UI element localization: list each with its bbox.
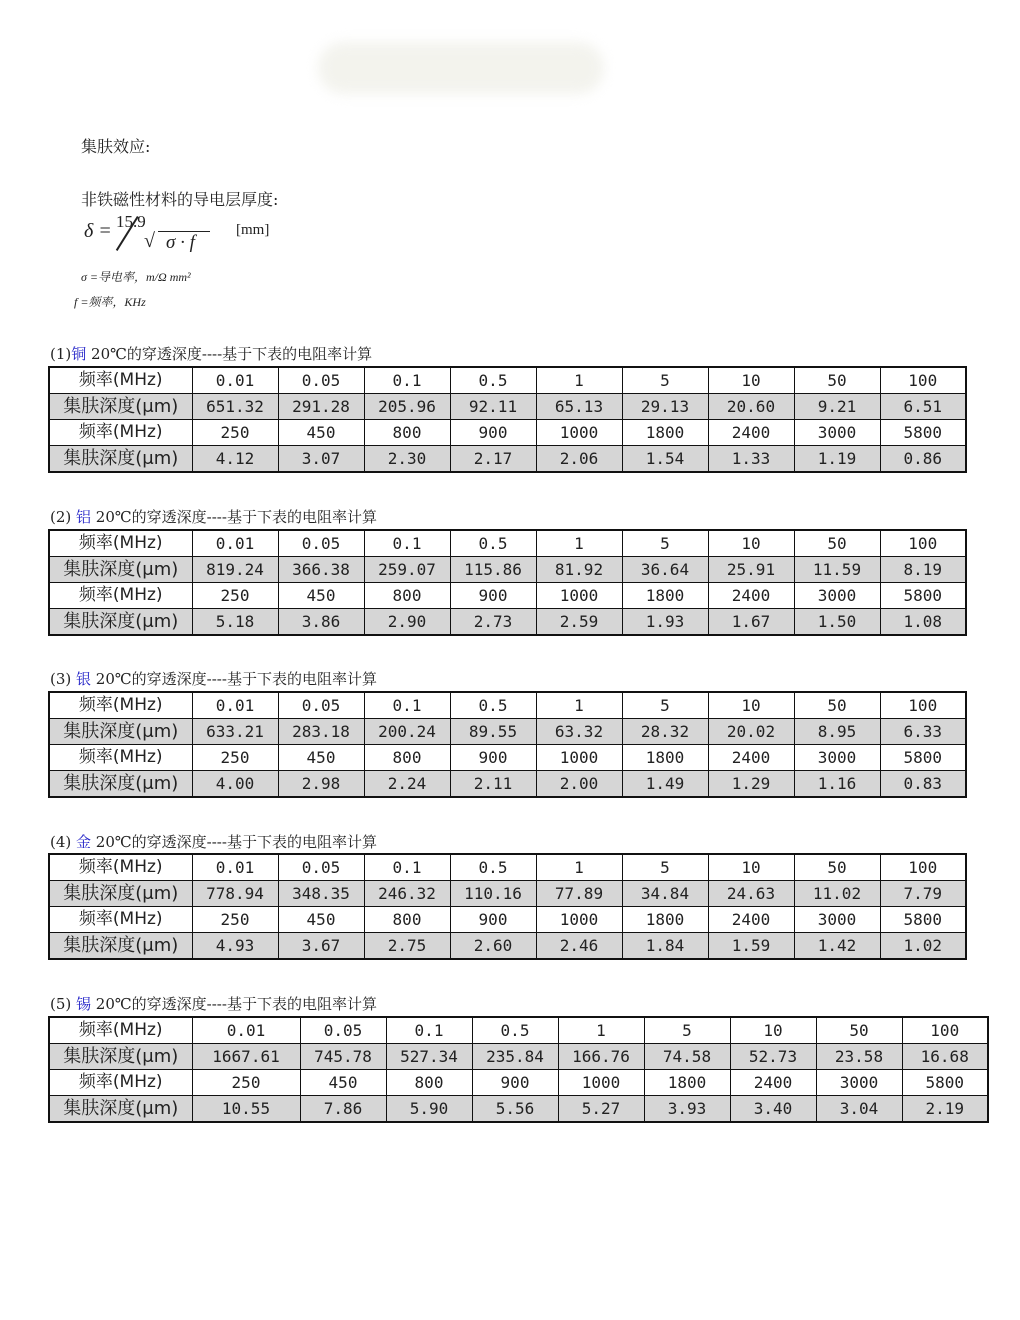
section-title	[50, 831, 377, 852]
frequency-cell: 2400	[708, 583, 794, 609]
skin-depth-cell: 1.59	[708, 933, 794, 960]
skin-depth-label: 集肤深度(μm)	[49, 609, 192, 636]
frequency-cell: 0.05	[278, 692, 364, 719]
frequency-cell: 0.01	[192, 1017, 300, 1044]
frequency-cell: 1000	[536, 420, 622, 446]
skin-depth-cell: 8.95	[794, 719, 880, 745]
frequency-cell: 1000	[536, 907, 622, 933]
skin-depth-cell: 246.32	[364, 881, 450, 907]
skin-depth-cell: 205.96	[364, 394, 450, 420]
frequency-cell: 900	[450, 583, 536, 609]
skin-depth-cell: 2.98	[278, 771, 364, 798]
formula-radical: √	[144, 230, 155, 252]
frequency-cell: 10	[708, 530, 794, 557]
frequency-cell: 100	[880, 367, 966, 394]
frequency-cell: 250	[192, 583, 278, 609]
frequency-cell: 250	[192, 420, 278, 446]
skin-depth-cell: 2.90	[364, 609, 450, 636]
skin-depth-label: 集肤深度(μm)	[49, 1044, 192, 1070]
frequency-label: 频率(MHz)	[49, 1017, 192, 1044]
skin-depth-label: 集肤深度(μm)	[49, 719, 192, 745]
skin-depth-row	[49, 394, 966, 420]
frequency-cell: 450	[300, 1070, 386, 1096]
skin-depth-cell: 1.49	[622, 771, 708, 798]
frequency-cell: 5800	[880, 745, 966, 771]
section-material: 锡	[76, 995, 92, 1013]
section-number: (3)	[50, 670, 77, 688]
skin-depth-cell: 34.84	[622, 881, 708, 907]
section-caption: 20℃的穿透深度----基于下表的电阻率计算	[91, 508, 377, 526]
skin-depth-cell: 36.64	[622, 557, 708, 583]
frequency-cell: 0.05	[278, 530, 364, 557]
frequency-cell: 0.05	[300, 1017, 386, 1044]
section-title	[50, 506, 377, 527]
section-number: (4)	[50, 833, 77, 851]
frequency-cell: 450	[278, 907, 364, 933]
skin-depth-cell: 74.58	[644, 1044, 730, 1070]
frequency-label: 频率(MHz)	[49, 907, 192, 933]
section-caption: 20℃的穿透深度----基于下表的电阻率计算	[91, 995, 377, 1013]
frequency-cell: 3000	[794, 583, 880, 609]
skin-depth-cell: 92.11	[450, 394, 536, 420]
frequency-cell: 50	[794, 367, 880, 394]
frequency-row	[49, 854, 966, 881]
section-number: (5)	[50, 995, 77, 1013]
frequency-cell: 450	[278, 745, 364, 771]
frequency-cell: 10	[730, 1017, 816, 1044]
frequency-cell: 3000	[794, 420, 880, 446]
skin-depth-label: 集肤深度(μm)	[49, 933, 192, 960]
frequency-cell: 0.5	[450, 367, 536, 394]
frequency-cell: 1	[536, 367, 622, 394]
skin-depth-cell: 2.17	[450, 446, 536, 473]
frequency-label: 频率(MHz)	[49, 420, 192, 446]
frequency-cell: 250	[192, 907, 278, 933]
skin-depth-cell: 2.73	[450, 609, 536, 636]
skin-depth-cell: 0.86	[880, 446, 966, 473]
frequency-cell: 1	[536, 530, 622, 557]
frequency-cell: 50	[794, 692, 880, 719]
skin-depth-cell: 1.84	[622, 933, 708, 960]
frequency-cell: 3000	[816, 1070, 902, 1096]
frequency-row	[49, 367, 966, 394]
frequency-cell: 0.1	[364, 367, 450, 394]
skin-depth-table	[48, 1016, 989, 1123]
frequency-cell: 50	[794, 530, 880, 557]
skin-depth-cell: 110.16	[450, 881, 536, 907]
skin-depth-cell: 6.51	[880, 394, 966, 420]
page-heading: 集肤效应:	[81, 137, 151, 156]
frequency-cell: 0.1	[364, 854, 450, 881]
frequency-row	[49, 530, 966, 557]
skin-depth-cell: 651.32	[192, 394, 278, 420]
frequency-cell: 0.1	[364, 530, 450, 557]
skin-depth-cell: 5.90	[386, 1096, 472, 1123]
skin-depth-cell: 9.21	[794, 394, 880, 420]
skin-depth-row	[49, 719, 966, 745]
frequency-cell: 3000	[794, 745, 880, 771]
frequency-label: 频率(MHz)	[49, 530, 192, 557]
frequency-cell: 5800	[902, 1070, 988, 1096]
frequency-cell: 800	[386, 1070, 472, 1096]
frequency-cell: 2400	[708, 420, 794, 446]
frequency-cell: 0.1	[386, 1017, 472, 1044]
skin-depth-cell: 7.86	[300, 1096, 386, 1123]
frequency-cell: 1000	[558, 1070, 644, 1096]
frequency-cell: 0.01	[192, 692, 278, 719]
section-number: (1)	[50, 345, 72, 363]
section-material: 铜	[71, 345, 87, 363]
frequency-row	[49, 745, 966, 771]
skin-depth-cell: 1.93	[622, 609, 708, 636]
frequency-label: 频率(MHz)	[49, 1070, 192, 1096]
skin-depth-row	[49, 1096, 988, 1123]
frequency-cell: 2400	[708, 907, 794, 933]
frequency-cell: 250	[192, 745, 278, 771]
skin-depth-cell: 4.12	[192, 446, 278, 473]
skin-depth-table	[48, 529, 967, 636]
frequency-cell: 800	[364, 420, 450, 446]
skin-depth-cell: 4.00	[192, 771, 278, 798]
skin-depth-cell: 2.19	[902, 1096, 988, 1123]
frequency-cell: 5800	[880, 420, 966, 446]
skin-depth-cell: 1.33	[708, 446, 794, 473]
frequency-row	[49, 907, 966, 933]
skin-depth-cell: 2.24	[364, 771, 450, 798]
frequency-cell: 1800	[644, 1070, 730, 1096]
frequency-label: 频率(MHz)	[49, 367, 192, 394]
skin-depth-label: 集肤深度(μm)	[49, 881, 192, 907]
skin-depth-cell: 10.55	[192, 1096, 300, 1123]
skin-depth-cell: 2.11	[450, 771, 536, 798]
frequency-cell: 250	[192, 1070, 300, 1096]
material-note: 非铁磁性材料的导电层厚度:	[81, 190, 279, 209]
frequency-cell: 5800	[880, 907, 966, 933]
skin-depth-table	[48, 366, 967, 473]
skin-depth-row	[49, 1044, 988, 1070]
skin-depth-cell: 1.67	[708, 609, 794, 636]
frequency-cell: 100	[880, 854, 966, 881]
frequency-label: 频率(MHz)	[49, 745, 192, 771]
skin-depth-cell: 24.63	[708, 881, 794, 907]
frequency-cell: 1	[536, 854, 622, 881]
skin-depth-cell: 1.19	[794, 446, 880, 473]
skin-depth-cell: 1.08	[880, 609, 966, 636]
skin-depth-cell: 1.29	[708, 771, 794, 798]
frequency-cell: 1	[558, 1017, 644, 1044]
frequency-cell: 0.1	[364, 692, 450, 719]
skin-depth-cell: 3.07	[278, 446, 364, 473]
skin-depth-cell: 3.86	[278, 609, 364, 636]
skin-depth-cell: 29.13	[622, 394, 708, 420]
skin-depth-cell: 7.79	[880, 881, 966, 907]
skin-depth-cell: 2.06	[536, 446, 622, 473]
skin-depth-cell: 81.92	[536, 557, 622, 583]
frequency-cell: 1800	[622, 907, 708, 933]
skin-depth-cell: 65.13	[536, 394, 622, 420]
skin-depth-cell: 366.38	[278, 557, 364, 583]
frequency-cell: 0.05	[278, 854, 364, 881]
skin-depth-cell: 25.91	[708, 557, 794, 583]
frequency-cell: 0.5	[450, 854, 536, 881]
skin-depth-cell: 1.54	[622, 446, 708, 473]
skin-depth-cell: 2.59	[536, 609, 622, 636]
frequency-row	[49, 420, 966, 446]
skin-depth-cell: 5.56	[472, 1096, 558, 1123]
skin-depth-cell: 20.60	[708, 394, 794, 420]
skin-depth-cell: 23.58	[816, 1044, 902, 1070]
section-title	[50, 668, 377, 689]
legend-conductivity: σ =导电率，m/Ω mm²	[81, 270, 191, 284]
skin-depth-cell: 291.28	[278, 394, 364, 420]
frequency-cell: 50	[794, 854, 880, 881]
skin-depth-cell: 5.27	[558, 1096, 644, 1123]
skin-depth-cell: 819.24	[192, 557, 278, 583]
skin-depth-label: 集肤深度(μm)	[49, 557, 192, 583]
skin-depth-formula	[84, 212, 304, 262]
frequency-cell: 5	[622, 367, 708, 394]
frequency-cell: 10	[708, 367, 794, 394]
frequency-cell: 1	[536, 692, 622, 719]
section-caption: 20℃的穿透深度----基于下表的电阻率计算	[91, 670, 377, 688]
frequency-cell: 800	[364, 907, 450, 933]
skin-depth-cell: 28.32	[622, 719, 708, 745]
section-caption: 20℃的穿透深度----基于下表的电阻率计算	[91, 833, 377, 851]
frequency-row	[49, 1017, 988, 1044]
skin-depth-row	[49, 933, 966, 960]
frequency-cell: 1800	[622, 583, 708, 609]
skin-depth-cell: 2.30	[364, 446, 450, 473]
skin-depth-cell: 52.73	[730, 1044, 816, 1070]
frequency-cell: 900	[472, 1070, 558, 1096]
frequency-row	[49, 1070, 988, 1096]
skin-depth-label: 集肤深度(μm)	[49, 1096, 192, 1123]
frequency-cell: 0.5	[472, 1017, 558, 1044]
skin-depth-cell: 633.21	[192, 719, 278, 745]
frequency-cell: 5	[622, 854, 708, 881]
section-title	[50, 993, 377, 1014]
scan-smudge	[318, 42, 604, 94]
skin-depth-cell: 2.60	[450, 933, 536, 960]
skin-depth-cell: 11.02	[794, 881, 880, 907]
frequency-row	[49, 692, 966, 719]
section-material: 金	[76, 833, 92, 851]
frequency-cell: 0.5	[450, 530, 536, 557]
skin-depth-cell: 348.35	[278, 881, 364, 907]
frequency-cell: 10	[708, 692, 794, 719]
frequency-cell: 5	[644, 1017, 730, 1044]
skin-depth-cell: 1.16	[794, 771, 880, 798]
skin-depth-cell: 3.93	[644, 1096, 730, 1123]
skin-depth-cell: 745.78	[300, 1044, 386, 1070]
section-number: (2)	[50, 508, 77, 526]
frequency-cell: 100	[902, 1017, 988, 1044]
skin-depth-cell: 2.00	[536, 771, 622, 798]
frequency-cell: 900	[450, 907, 536, 933]
frequency-cell: 100	[880, 692, 966, 719]
legend-frequency: f =频率，KHz	[74, 295, 146, 309]
skin-depth-row	[49, 881, 966, 907]
section-caption: 20℃的穿透深度----基于下表的电阻率计算	[86, 345, 373, 363]
frequency-cell: 450	[278, 420, 364, 446]
section-material: 铝	[76, 508, 92, 526]
frequency-cell: 0.05	[278, 367, 364, 394]
section-material: 银	[76, 670, 92, 688]
skin-depth-row	[49, 771, 966, 798]
frequency-cell: 900	[450, 420, 536, 446]
skin-depth-cell: 2.75	[364, 933, 450, 960]
skin-depth-cell: 200.24	[364, 719, 450, 745]
frequency-label: 频率(MHz)	[49, 583, 192, 609]
skin-depth-cell: 8.19	[880, 557, 966, 583]
frequency-cell: 1800	[622, 420, 708, 446]
skin-depth-cell: 1.42	[794, 933, 880, 960]
skin-depth-cell: 6.33	[880, 719, 966, 745]
section-title	[50, 343, 372, 364]
frequency-cell: 0.01	[192, 530, 278, 557]
skin-depth-cell: 89.55	[450, 719, 536, 745]
skin-depth-cell: 0.83	[880, 771, 966, 798]
frequency-label: 频率(MHz)	[49, 692, 192, 719]
frequency-cell: 0.01	[192, 854, 278, 881]
frequency-cell: 3000	[794, 907, 880, 933]
skin-depth-cell: 3.67	[278, 933, 364, 960]
frequency-cell: 450	[278, 583, 364, 609]
skin-depth-cell: 2.46	[536, 933, 622, 960]
frequency-cell: 5	[622, 530, 708, 557]
skin-depth-cell: 1667.61	[192, 1044, 300, 1070]
frequency-cell: 5	[622, 692, 708, 719]
frequency-cell: 800	[364, 745, 450, 771]
frequency-cell: 0.5	[450, 692, 536, 719]
skin-depth-cell: 4.93	[192, 933, 278, 960]
formula-numerator: 15.9	[116, 212, 146, 231]
skin-depth-cell: 778.94	[192, 881, 278, 907]
frequency-cell: 0.01	[192, 367, 278, 394]
skin-depth-cell: 259.07	[364, 557, 450, 583]
skin-depth-cell: 3.40	[730, 1096, 816, 1123]
skin-depth-cell: 1.50	[794, 609, 880, 636]
skin-depth-cell: 20.02	[708, 719, 794, 745]
skin-depth-cell: 235.84	[472, 1044, 558, 1070]
skin-depth-row	[49, 609, 966, 636]
skin-depth-cell: 16.68	[902, 1044, 988, 1070]
frequency-cell: 800	[364, 583, 450, 609]
frequency-cell: 2400	[708, 745, 794, 771]
skin-depth-table	[48, 853, 967, 960]
frequency-cell: 2400	[730, 1070, 816, 1096]
frequency-cell: 100	[880, 530, 966, 557]
skin-depth-cell: 527.34	[386, 1044, 472, 1070]
skin-depth-label: 集肤深度(μm)	[49, 446, 192, 473]
frequency-cell: 1800	[622, 745, 708, 771]
skin-depth-row	[49, 446, 966, 473]
frequency-cell: 900	[450, 745, 536, 771]
formula-denominator: σ · f	[166, 232, 195, 253]
skin-depth-cell: 5.18	[192, 609, 278, 636]
skin-depth-cell: 3.04	[816, 1096, 902, 1123]
formula-unit: [mm]	[236, 222, 270, 238]
skin-depth-cell: 166.76	[558, 1044, 644, 1070]
formula-lhs: δ =	[84, 220, 112, 242]
frequency-cell: 5800	[880, 583, 966, 609]
frequency-cell: 50	[816, 1017, 902, 1044]
skin-depth-cell: 77.89	[536, 881, 622, 907]
skin-depth-row	[49, 557, 966, 583]
skin-depth-cell: 1.02	[880, 933, 966, 960]
frequency-cell: 1000	[536, 745, 622, 771]
skin-depth-label: 集肤深度(μm)	[49, 394, 192, 420]
skin-depth-table	[48, 691, 967, 798]
frequency-cell: 1000	[536, 583, 622, 609]
frequency-label: 频率(MHz)	[49, 854, 192, 881]
frequency-cell: 10	[708, 854, 794, 881]
skin-depth-cell: 11.59	[794, 557, 880, 583]
skin-depth-cell: 283.18	[278, 719, 364, 745]
frequency-row	[49, 583, 966, 609]
skin-depth-cell: 115.86	[450, 557, 536, 583]
skin-depth-label: 集肤深度(μm)	[49, 771, 192, 798]
skin-depth-cell: 63.32	[536, 719, 622, 745]
